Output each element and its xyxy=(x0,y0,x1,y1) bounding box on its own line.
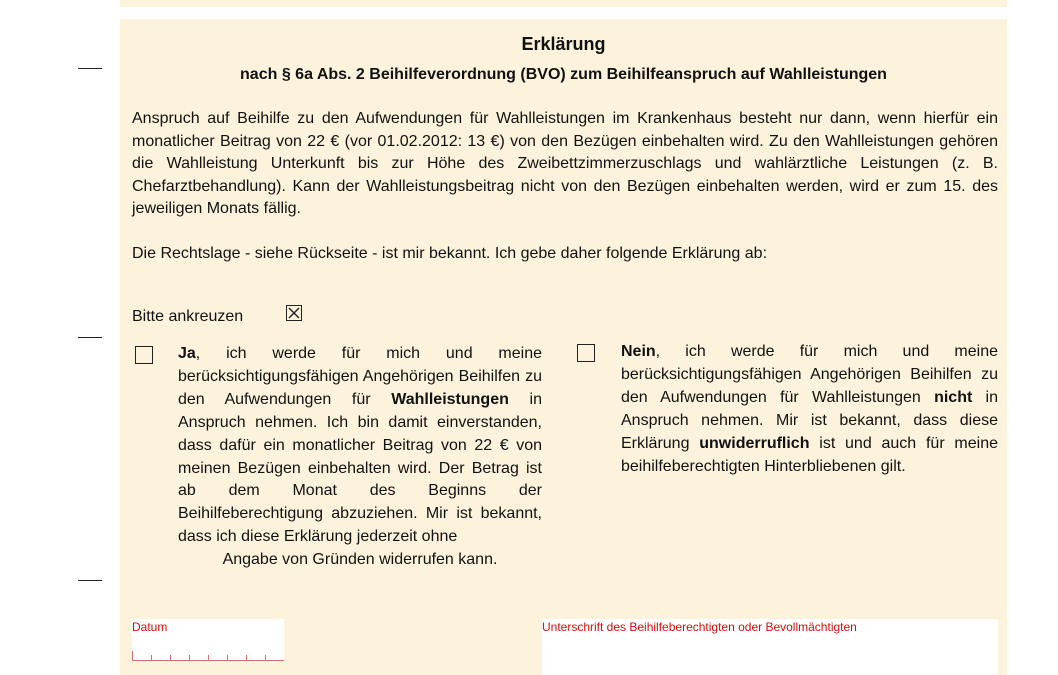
declaration-form xyxy=(120,19,1007,675)
date-ticks xyxy=(132,651,284,661)
legal-note: Die Rechtslage - siehe Rückseite - ist mir bekannt. Ich gebe daher folgende Erklärung ab: xyxy=(132,245,768,262)
yes-text-part: in Anspruch nehmen. Ich bin damit einverstanden, dass dafür ein monatlicher Beitrag von 22 € von meinen Bezügen einbehalten wird. Der Betrag ist ab dem Monat des Beginns der Beihilfeberechtigung abzuziehen. Mir ist bekannt, dass ich diese Erklärung jederzeit ohne xyxy=(178,390,542,546)
form-title: Erklärung xyxy=(521,34,606,54)
no-checkbox[interactable] xyxy=(577,344,595,362)
form-subtitle: nach § 6a Abs. 2 Beihilfeverordnung (BVO) zum Beihilfeanspruch auf Wahlleistungen xyxy=(240,66,887,83)
signature-label: Unterschrift des Beihilfeberechtigten oder Bevollmächtigten xyxy=(542,620,857,634)
yes-last-line: Angabe von Gründen widerrufen kann. xyxy=(222,551,498,569)
top-form-strip xyxy=(120,0,1007,7)
crossed-box-icon xyxy=(286,305,302,321)
no-bold-part: unwiderruflich xyxy=(699,434,810,452)
option-no-text xyxy=(621,341,998,478)
check-hint: Bitte ankreuzen xyxy=(132,308,244,325)
no-label: Nein xyxy=(621,343,656,360)
option-yes-text xyxy=(178,343,542,572)
fold-mark xyxy=(78,68,102,69)
yes-text-part: , ich werde für mich und meine berücksichtigungsfähigen Angehörigen Beihilfen zu den Aufwendungen für xyxy=(178,345,542,408)
date-label: Datum xyxy=(132,620,168,634)
no-text-part: in Anspruch nehmen. Mir ist bekannt, dass diese Erklärung xyxy=(621,388,999,452)
intro-paragraph: Anspruch auf Beihilfe zu den Aufwendungen für Wahlleistungen im Krankenhaus besteht nur dann, wenn hierfür ein monatlicher Beitrag von 22 € (vor 01.02.2012: 13 €) von den Bezügen einbehalten wird. Zu den Wahlleistungen gehören die Wahlleistung Unterkunft bis zur Höhe des Zweibettzimmerzuschlags und wahlärztliche Leistungen (z. B. Chefarztbehandlung). Kann der Wahlleistungsbeitrag nicht von den Bezügen einbehalten werden, wird er zum 15. des jeweiligen Monats fällig. xyxy=(132,110,998,218)
no-bold-part: nicht xyxy=(934,388,973,406)
no-text-part: ist und auch für meine beihilfeberechtigten Hinterbliebenen gilt. xyxy=(621,434,998,475)
no-text-part: , ich werde für mich und meine berücksichtigungsfähigen Angehörigen Beihilfen zu den Aufwendungen für Wahlleistungen xyxy=(621,343,998,406)
yes-bold-part: Wahlleistungen xyxy=(391,390,509,408)
fold-mark xyxy=(78,580,102,581)
fold-mark xyxy=(78,337,102,338)
yes-label: Ja xyxy=(178,345,196,362)
yes-checkbox[interactable] xyxy=(135,346,153,364)
